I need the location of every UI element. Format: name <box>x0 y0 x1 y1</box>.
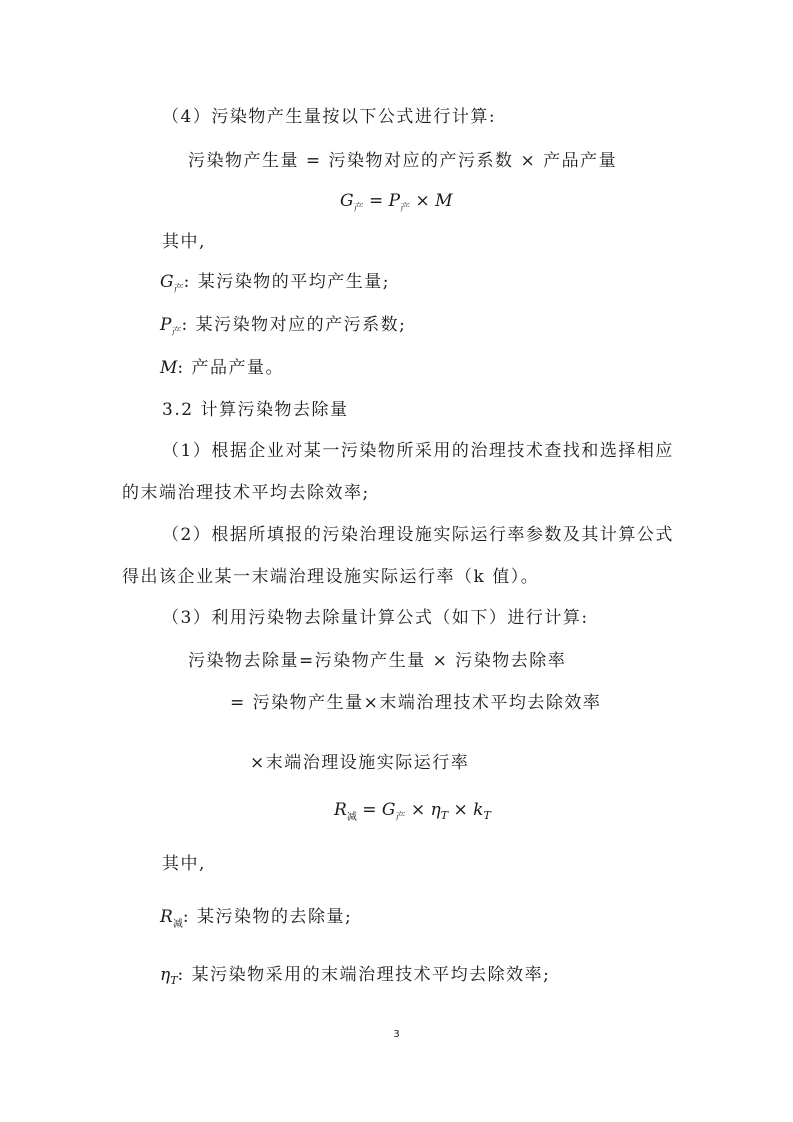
formula-eta: η <box>430 800 441 820</box>
formula-sub: T <box>440 809 449 822</box>
def-g <box>160 271 390 296</box>
var-r: R <box>160 907 173 927</box>
def-eta <box>160 964 550 988</box>
paragraph-step-3: （3）利用污染物去除量计算公式（如下）进行计算: <box>162 608 589 628</box>
formula-sub: 产 <box>400 203 411 214</box>
where-label: 其中, <box>162 854 206 874</box>
formula-sub: 减 <box>346 812 357 823</box>
def-g-text: : 某污染物的平均产生量; <box>183 272 390 292</box>
formula-text-generation: 污染物产生量 = 污染物对应的产污系数 × 产品产量 <box>188 151 618 171</box>
def-r-text: : 某污染物的去除量; <box>182 907 353 927</box>
var-eta: η <box>160 965 171 985</box>
formula-eq: = <box>356 800 382 820</box>
formula-generation <box>340 190 453 215</box>
def-m-text: : 产品产量。 <box>177 358 285 378</box>
paragraph-step-2-line1: （2）根据所填报的污染治理设施实际运行率参数及其计算公式 <box>162 525 674 545</box>
formula-p: P <box>388 191 401 211</box>
section-heading-3-2: 3.2 计算污染物去除量 <box>162 400 349 420</box>
page-number: 3 <box>393 1029 400 1040</box>
formula-g: G <box>381 800 396 820</box>
formula-m: M <box>435 191 453 211</box>
formula-times: × <box>410 191 436 211</box>
formula-sub: 产 <box>353 203 364 214</box>
where-label: 其中, <box>162 232 206 252</box>
var-sub: 减 <box>172 919 183 930</box>
var-p: P <box>160 315 172 335</box>
var-sub: 产 <box>171 327 182 338</box>
formula-removal <box>334 799 491 824</box>
def-r <box>160 906 352 931</box>
formula-sub: T <box>483 809 491 822</box>
formula-text-removal-2: = 污染物产生量×末端治理技术平均去除效率 <box>230 693 602 713</box>
var-m: M <box>160 358 178 378</box>
formula-r: R <box>334 800 347 820</box>
def-p <box>160 314 406 339</box>
formula-sub: 产 <box>395 812 406 823</box>
formula-times: × <box>405 800 431 820</box>
var-g: G <box>160 272 174 292</box>
var-sub: 产 <box>173 284 184 295</box>
paragraph-step-1-line2: 的末端治理技术平均去除效率; <box>122 483 370 503</box>
formula-eq: = <box>363 191 389 211</box>
paragraph-step-4: （4）污染物产生量按以下公式进行计算: <box>162 107 497 127</box>
paragraph-step-1-line1: （1）根据企业对某一污染物所采用的治理技术查找和选择相应 <box>162 441 674 461</box>
formula-text-removal-3: ×末端治理设施实际运行率 <box>250 753 470 773</box>
formula-times: × <box>448 800 474 820</box>
formula-text-removal-1: 污染物去除量=污染物产生量 × 污染物去除率 <box>188 651 567 671</box>
formula-k: k <box>473 800 484 820</box>
def-p-text: : 某污染物对应的产污系数; <box>181 315 407 335</box>
def-m <box>160 357 284 379</box>
var-sub: T <box>170 974 178 987</box>
def-eta-text: : 某污染物采用的末端治理技术平均去除效率; <box>177 965 551 985</box>
formula-g: G <box>340 191 354 211</box>
paragraph-step-2-line2: 得出该企业某一末端治理设施实际运行率（k 值）。 <box>122 567 540 587</box>
